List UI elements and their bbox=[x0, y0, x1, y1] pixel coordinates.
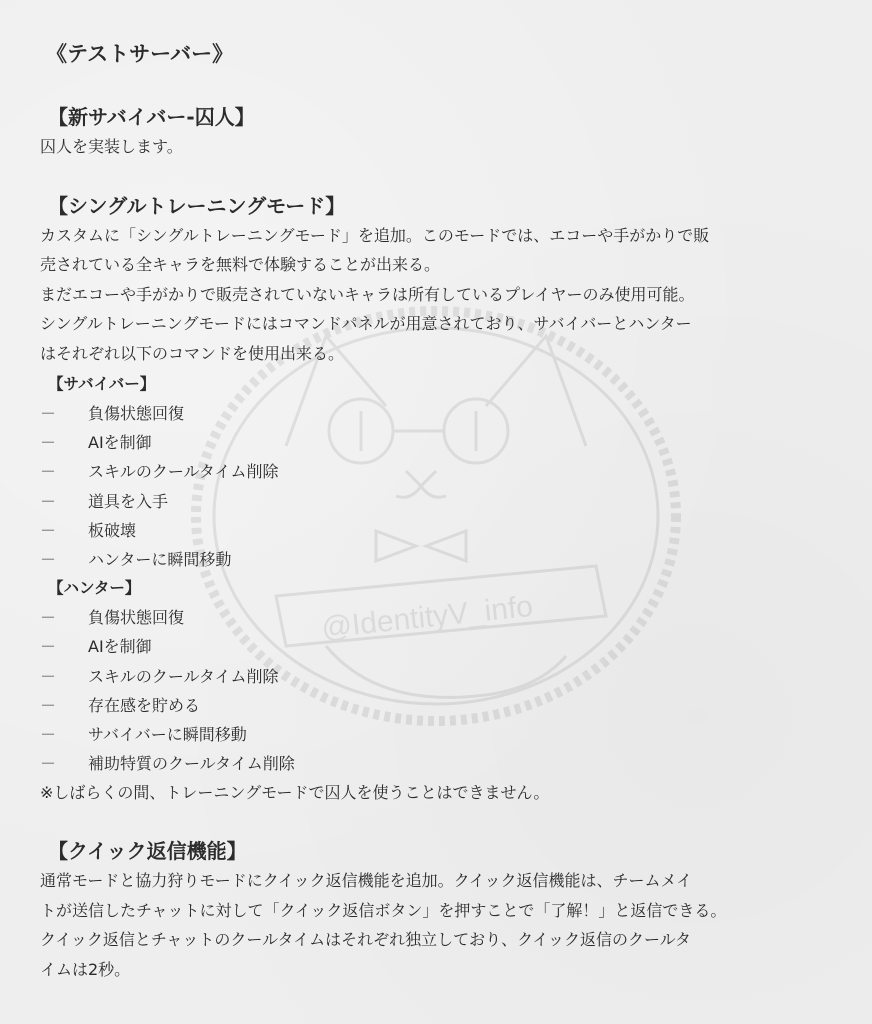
dash-bullet: － bbox=[40, 550, 57, 570]
paragraph-line: カスタムに「シングルトレーニングモード」を追加。このモードでは、エコーや手がかりで販 bbox=[40, 225, 710, 245]
list-item bbox=[40, 603, 840, 632]
section-single-training-mode bbox=[40, 191, 840, 809]
command-label: 負傷状態回復 bbox=[88, 608, 185, 628]
list-item bbox=[40, 457, 840, 486]
paragraph-line: クイック返信とチャットのクールタイムはそれぞれ独立しており、クイック返信のクールタ bbox=[40, 930, 692, 950]
list-item bbox=[40, 749, 840, 778]
command-label: AIを制御 bbox=[88, 637, 152, 657]
list-item bbox=[40, 662, 840, 691]
section-heading: 【新サバイバー-囚人】 bbox=[48, 105, 255, 129]
section-new-survivor bbox=[40, 102, 840, 162]
dash-bullet: － bbox=[40, 491, 57, 511]
paragraph-line: 囚人を実装します。 bbox=[40, 137, 183, 156]
paragraph-line: トが送信したチャットに対して「クイック返信ボタン」を押すことで「了解！」と返信できる。 bbox=[40, 900, 727, 920]
announcement-document bbox=[40, 34, 840, 984]
list-item bbox=[40, 632, 840, 661]
list-item bbox=[40, 399, 840, 428]
page-title: 《テストサーバー》 bbox=[46, 42, 234, 66]
dash-bullet: － bbox=[40, 695, 57, 715]
dash-bullet: － bbox=[40, 404, 57, 423]
list-item bbox=[40, 545, 840, 574]
command-label: サバイバーに瞬間移動 bbox=[88, 725, 247, 745]
command-label: ハンターに瞬間移動 bbox=[88, 550, 232, 570]
command-label: 補助特質のクールタイム削除 bbox=[88, 754, 295, 774]
section-heading: 【シングルトレーニングモード】 bbox=[48, 193, 346, 218]
paragraph-line: 売されている全キャラを無料で体験することが出来る。 bbox=[40, 255, 441, 274]
list-item bbox=[40, 428, 840, 457]
hunter-command-list bbox=[40, 603, 840, 778]
dash-bullet: － bbox=[40, 637, 57, 657]
paragraph-line: シングルトレーニングモードにはコマンドパネルが用意されており、サバイバーとハンター bbox=[40, 314, 692, 333]
section-heading: 【クイック返信機能】 bbox=[48, 839, 247, 864]
list-item bbox=[40, 691, 840, 720]
list-item bbox=[40, 516, 840, 545]
command-label: 負傷状態回復 bbox=[88, 404, 185, 423]
list-item bbox=[40, 720, 840, 749]
command-label: 板破壊 bbox=[88, 520, 137, 540]
dash-bullet: － bbox=[40, 608, 57, 628]
watermark-handle: @IdentityV_info bbox=[319, 589, 535, 645]
dash-bullet: － bbox=[40, 754, 57, 774]
paragraph-line: はそれぞれ以下のコマンドを使用出来る。 bbox=[40, 343, 345, 363]
command-label: AIを制御 bbox=[88, 433, 152, 453]
paragraph-line: 通常モードと協力狩りモードにクイック返信機能を追加。クイック返信機能は、チームメイ bbox=[40, 871, 693, 891]
command-label: 道具を入手 bbox=[88, 491, 169, 511]
paragraph-line: まだエコーや手がかりで販売されていないキャラは所有しているプレイヤーのみ使用可能。 bbox=[40, 284, 695, 304]
prisoner-restriction-note: ※しばらくの間、トレーニングモードで囚人を使うことはできません。 bbox=[40, 783, 550, 803]
command-label: スキルのクールタイム削除 bbox=[88, 462, 279, 482]
dash-bullet: － bbox=[40, 462, 57, 482]
list-item bbox=[40, 487, 840, 516]
paragraph-line: イムは2秒。 bbox=[40, 959, 131, 979]
command-label: スキルのクールタイム削除 bbox=[88, 666, 279, 686]
survivor-commands-heading: 【サバイバー】 bbox=[48, 375, 156, 393]
command-label: 存在感を貯める bbox=[88, 695, 201, 715]
dash-bullet: － bbox=[40, 520, 57, 540]
hunter-commands-heading: 【ハンター】 bbox=[48, 579, 141, 598]
survivor-command-list bbox=[40, 399, 840, 574]
dash-bullet: － bbox=[40, 433, 57, 453]
dash-bullet: － bbox=[40, 725, 57, 745]
section-quick-reply bbox=[40, 836, 840, 984]
dash-bullet: － bbox=[40, 666, 57, 686]
